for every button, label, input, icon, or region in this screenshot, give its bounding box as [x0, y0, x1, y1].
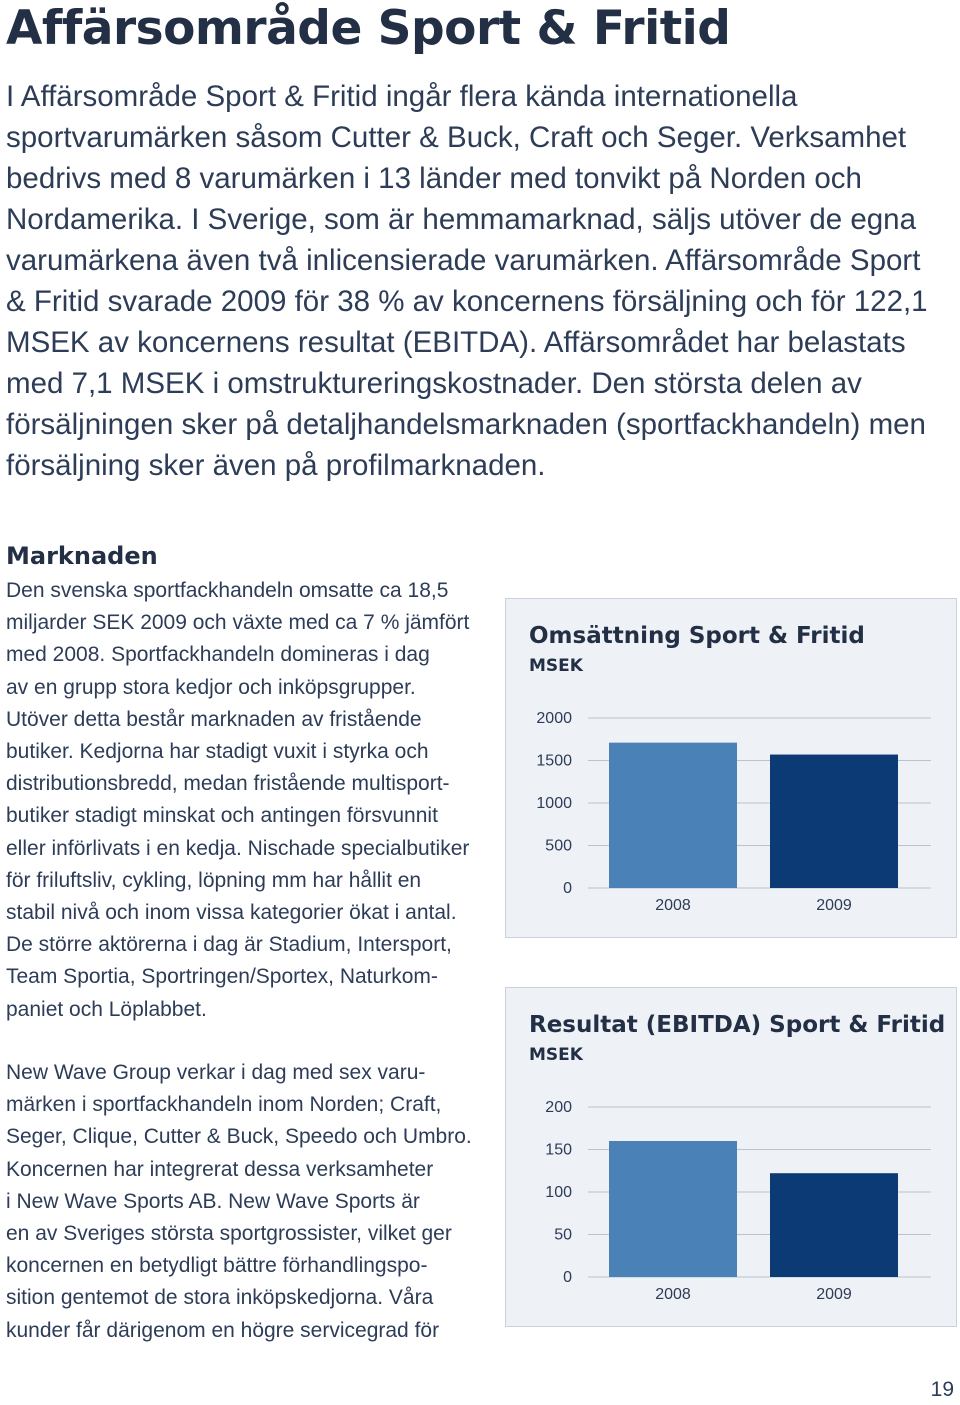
chart-plot-revenue — [506, 599, 956, 937]
chart-plot-ebitda — [506, 988, 956, 1326]
section-heading-market: Marknaden — [6, 542, 158, 570]
x-category-label: 2009 — [816, 897, 852, 914]
intro-line: MSEK av koncernens resultat (EBITDA). Affärsområdet har belastats — [6, 326, 906, 359]
chart-ebitda — [505, 987, 957, 1327]
market-line: Team Sportia, Sportringen/Sportex, Naturkom- — [6, 965, 438, 989]
page-number: 19 — [930, 1378, 954, 1401]
market-line: eller införlivats i en kedja. Nischade specialbutiker — [6, 836, 470, 860]
nwg-line: Seger, Clique, Cutter & Buck, Speedo och Umbro. — [6, 1125, 472, 1149]
market-line: med 2008. Sportfackhandeln domineras i dag — [6, 643, 430, 667]
intro-line: försäljningen sker på detaljhandelsmarknaden (sportfackhandeln) men — [6, 408, 926, 441]
nwg-line: sition gentemot de stora inköpskedjorna. Våra — [6, 1286, 434, 1310]
market-line: av en grupp stora kedjor och inköpsgrupper. — [6, 675, 416, 699]
market-line: De större aktörerna i dag är Stadium, Intersport, — [6, 933, 452, 957]
market-line: paniet och Löplabbet. — [6, 997, 207, 1021]
market-line: Utöver detta består marknaden av fristående — [6, 707, 422, 731]
nwg-line: New Wave Group verkar i dag med sex varu- — [6, 1061, 426, 1084]
market-line: distributionsbredd, medan fristående multisport- — [6, 772, 450, 796]
chart-revenue — [505, 598, 957, 938]
y-tick-label: 1000 — [536, 795, 572, 812]
y-tick-label: 150 — [545, 1141, 572, 1159]
market-line: butiker. Kedjorna har stadigt vuxit i styrka och — [6, 740, 429, 764]
y-tick-label: 500 — [545, 837, 572, 855]
intro-paragraph — [6, 76, 946, 486]
intro-line: bedrivs med 8 varumärken i 13 länder med tonvikt på Norden och — [6, 162, 862, 195]
y-tick-label: 50 — [554, 1226, 572, 1244]
chart-title: Resultat (EBITDA) Sport & Fritid — [529, 1012, 946, 1038]
y-tick-label: 100 — [545, 1184, 572, 1201]
intro-line: försäljning sker även på profilmarknaden. — [6, 449, 546, 482]
chart-title: Omsättning Sport & Fritid — [529, 623, 865, 649]
page-title: Affärsområde Sport & Fritid — [6, 1, 731, 56]
nwg-line: koncernen en betydligt bättre förhandlingspo- — [6, 1254, 428, 1278]
chart-unit: MSEK — [529, 1045, 583, 1065]
x-category-label: 2009 — [816, 1286, 852, 1303]
chart-unit: MSEK — [529, 656, 583, 676]
intro-line: varumärkena även två inlicensierade varumärken. Affärsområde Sport — [6, 244, 921, 277]
y-tick-label: 1500 — [536, 752, 572, 770]
intro-line: sportvarumärken såsom Cutter & Buck, Craft och Seger. Verksamhet — [6, 121, 907, 154]
nwg-line: märken i sportfackhandeln inom Norden; Craft, — [6, 1093, 442, 1117]
market-line: butiker stadigt minskat och antingen försvunnit — [6, 804, 438, 828]
y-tick-label: 0 — [563, 1269, 572, 1286]
nwg-paragraph — [6, 1057, 476, 1347]
nwg-line: kunder får därigenom en högre servicegrad för — [6, 1318, 440, 1342]
market-paragraph — [6, 575, 476, 1026]
nwg-line: en av Sveriges största sportgrossister, vilket ger — [6, 1222, 452, 1246]
x-category-label: 2008 — [655, 1286, 691, 1303]
bar-2009 — [770, 1173, 898, 1277]
market-line: Den svenska sportfackhandeln omsatte ca 18,5 — [6, 579, 449, 602]
bar-2008 — [609, 743, 737, 888]
intro-line: med 7,1 MSEK i omstruktureringskostnader. Den största delen av — [6, 367, 862, 400]
nwg-line: Koncernen har integrerat dessa verksamheter — [6, 1157, 434, 1181]
intro-line: Nordamerika. I Sverige, som är hemmamarknad, säljs utöver de egna — [6, 203, 916, 236]
nwg-line: i New Wave Sports AB. New Wave Sports är — [6, 1189, 420, 1213]
y-tick-label: 2000 — [536, 710, 572, 727]
x-category-label: 2008 — [655, 897, 691, 914]
market-line: stabil nivå och inom vissa kategorier ökat i antal. — [6, 901, 457, 925]
intro-line: & Fritid svarade 2009 för 38 % av koncernens försäljning och för 122,1 — [6, 285, 928, 318]
market-line: för friluftsliv, cykling, löpning mm har hållit en — [6, 868, 422, 892]
y-tick-label: 0 — [563, 880, 572, 897]
intro-line: I Affärsområde Sport & Fritid ingår flera kända internationella — [6, 80, 798, 113]
y-tick-label: 200 — [545, 1099, 572, 1116]
bar-2008 — [609, 1141, 737, 1277]
market-line: miljarder SEK 2009 och växte med ca 7 % jämfört — [6, 611, 470, 635]
bar-2009 — [770, 755, 898, 888]
